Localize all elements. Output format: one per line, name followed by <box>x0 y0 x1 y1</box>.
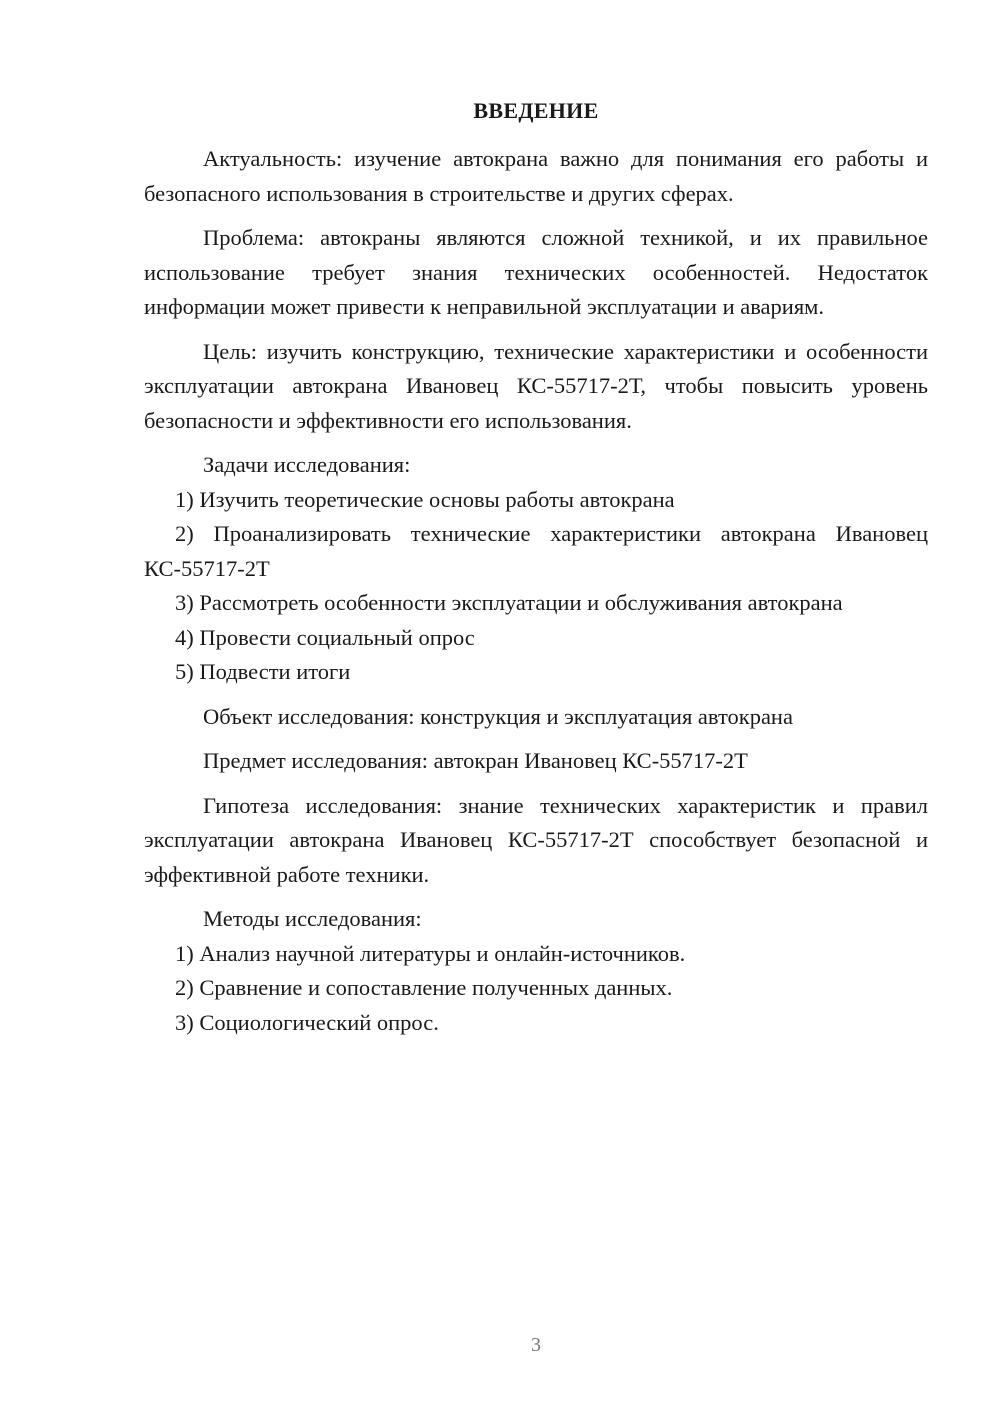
goal-paragraph: Цель: изучить конструкцию, технические характеристики и особенности эксплуатации автокрана Ивановец КС-55717-2Т, чтобы повысить уровень безопасности и эффективности его использования. <box>144 338 928 433</box>
hypothesis-paragraph: Гипотеза исследования: знание технических характеристик и правил эксплуатации автокрана Ивановец КС-55717-2Т способствует безопасной и эффективной работе техники. <box>144 792 928 887</box>
task-item: 4) Провести социальный опрос <box>175 624 475 650</box>
task-item: 1) Изучить теоретические основы работы автокрана <box>175 486 675 512</box>
method-item: 1) Анализ научной литературы и онлайн-источников. <box>175 940 686 966</box>
tasks-heading: Задачи исследования: <box>203 452 411 477</box>
document-body <box>144 96 928 1040</box>
methods-heading: Методы исследования: <box>203 906 422 931</box>
task-item: 5) Подвести итоги <box>175 659 351 684</box>
subject-paragraph: Предмет исследования: автокран Ивановец КС-55717-2Т <box>203 748 748 773</box>
page-number: 3 <box>531 1334 541 1356</box>
task-item: 3) Рассмотреть особенности эксплуатации и обслуживания автокрана <box>175 590 843 615</box>
task-item: 2) Проанализировать технические характеристики автокрана Ивановец КС-55717-2Т <box>144 521 928 581</box>
method-item: 3) Социологический опрос. <box>175 1009 439 1035</box>
problem-paragraph: Проблема: автокраны являются сложной техникой, и их правильное использование требует знания технических особенностей. Недостаток информации может привести к неправильной эксплуатации и авариям. <box>144 225 928 319</box>
method-item: 2) Сравнение и сопоставление полученных данных. <box>175 975 673 1000</box>
relevance-paragraph: Актуальность: изучение автокрана важно для понимания его работы и безопасного использования в строительстве и других сферах. <box>144 146 928 206</box>
object-paragraph: Объект исследования: конструкция и эксплуатация автокрана <box>203 703 793 729</box>
document-title: ВВЕДЕНИЕ <box>473 98 599 123</box>
